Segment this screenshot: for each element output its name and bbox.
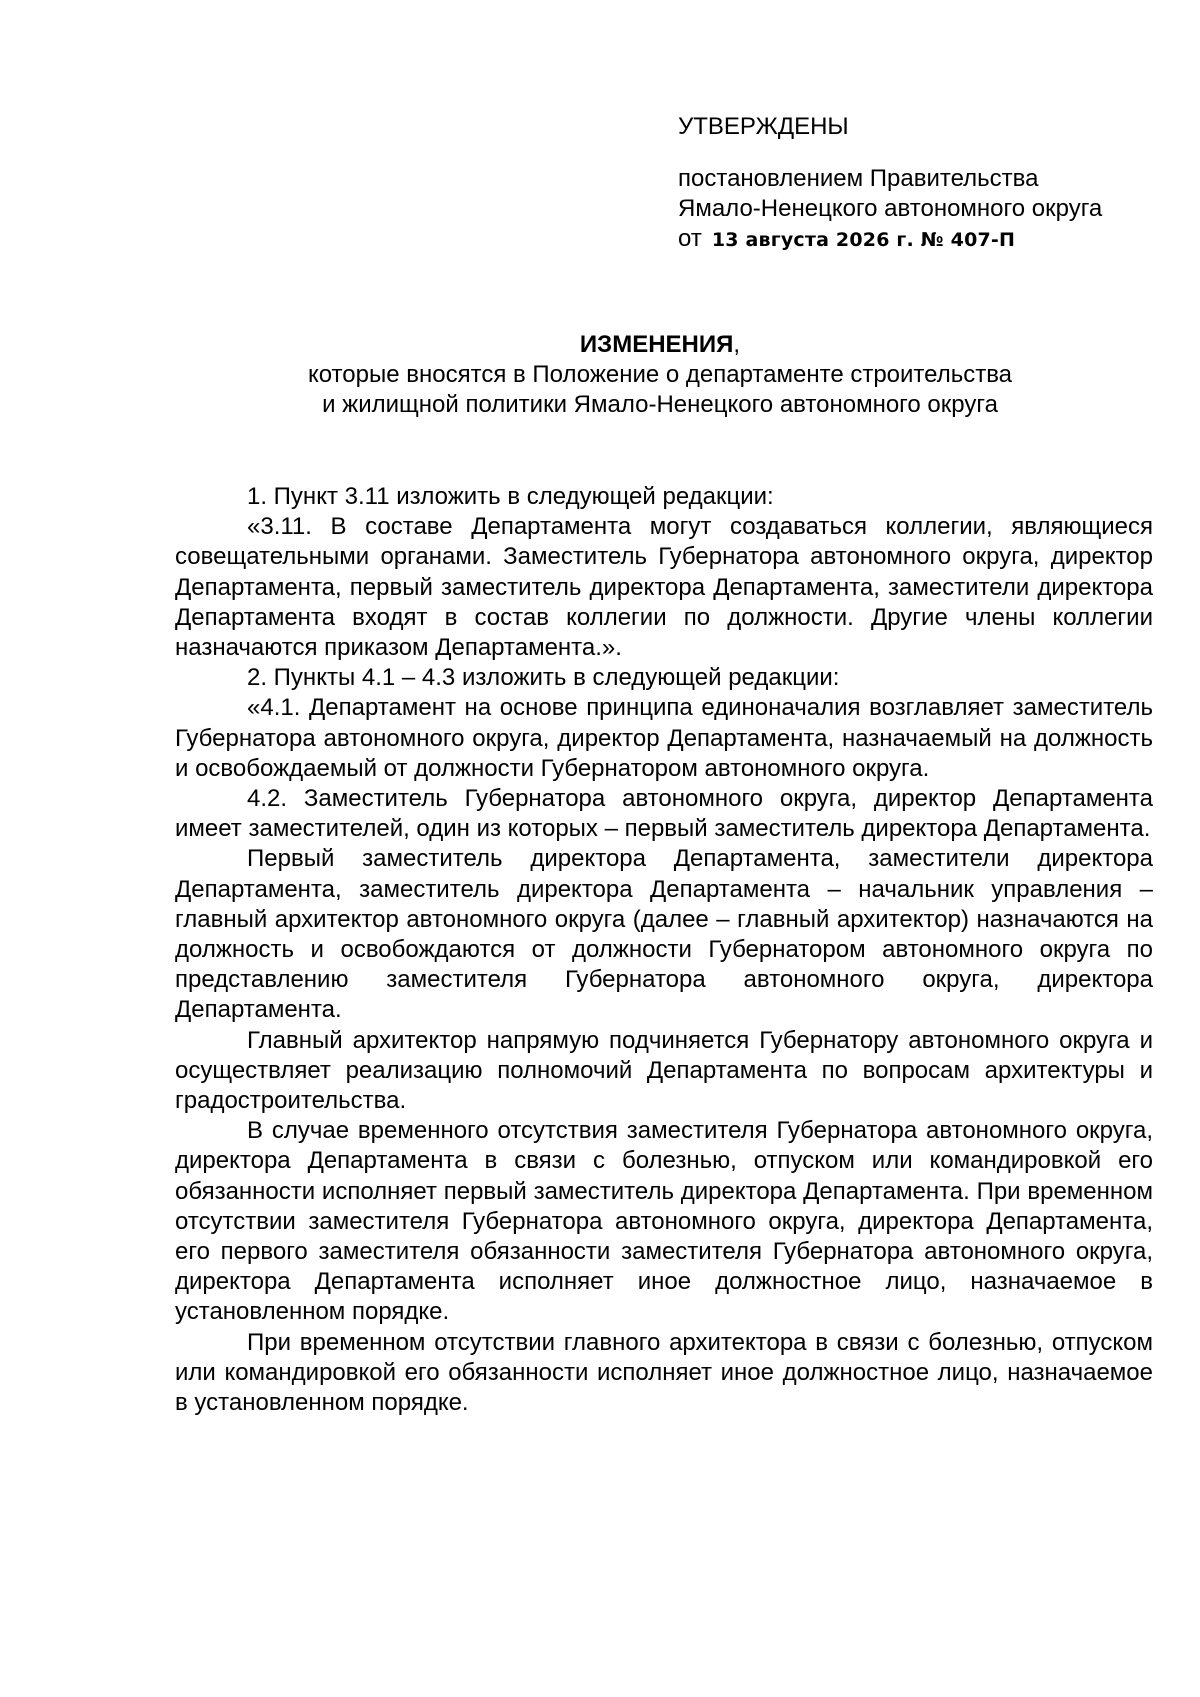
title-main: ИЗМЕНЕНИЯ <box>579 331 734 358</box>
approval-line-1: постановлением Правительства <box>678 165 1039 192</box>
date-prefix: от <box>678 225 702 252</box>
paragraph: Первый заместитель директора Департамента, заместители директора Департамента, заместитель директора Департамента – начальник управления – главный архитектор автономного округа (далее – главный архитектор) назначаются на должность и освобождаются от должности Губернатором автономного округа по представлению заместителя Губернатора автономного округа, директора Департамента. <box>175 845 1153 1024</box>
approved-heading: УТВЕРЖДЕНЫ <box>678 113 849 140</box>
document-title <box>175 330 1145 360</box>
paragraph: «4.1. Департамент на основе принципа единоначалия возглавляет заместитель Губернатора автономного округа, директор Департамента, назначаемый на должность и освобождаемый от должности Губернатором автономного округа. <box>175 694 1153 782</box>
paragraph: 2. Пункты 4.1 – 4.3 изложить в следующей редакции: <box>247 664 840 692</box>
approval-stamp <box>678 112 1158 255</box>
document-body <box>175 482 1153 1418</box>
title-comma: , <box>733 331 741 358</box>
document-title-block <box>175 330 1145 420</box>
paragraph: 4.2. Заместитель Губернатора автономного округа, директор Департамента имеет заместителей, один из которых – первый заместитель директора Департамента. <box>175 785 1153 843</box>
approval-line-2: Ямало-Ненецкого автономного округа <box>678 195 1103 222</box>
paragraph: При временном отсутствии главного архитектора в связи с болезнью, отпуском или командировкой его обязанности исполняет иное должностное лицо, назначаемое в установленном порядке. <box>175 1328 1153 1417</box>
paragraph: «3.11. В составе Департамента могут создаваться коллегии, являющиеся совещательными органами. Заместитель Губернатора автономного округа, директор Департамента, первый заместитель директора Департамента, заместители директора Департамента входят в состав коллегии по должности. Другие члены коллегии назначаются приказом Департамента.». <box>175 513 1153 662</box>
paragraph: В случае временного отсутствия заместителя Губернатора автономного округа, директора Департамента в связи с болезнью, отпуском или командировкой его обязанности исполняет первый заместитель директора Департамента. При временном отсутствии заместителя Губернатора автономного округа, директора Департамента, его первого заместителя обязанности заместителя Губернатора автономного округа, директора Департамента исполняет иное должностное лицо, назначаемое в установленном порядке. <box>175 1117 1153 1326</box>
date-value: 13 августа 2026 г. № 407-П <box>711 229 1016 251</box>
paragraph: Главный архитектор напрямую подчиняется Губернатору автономного округа и осуществляет реализацию полномочий Департамента по вопросам архитектуры и градостроительства. <box>175 1026 1153 1115</box>
subtitle-line-2: и жилищной политики Ямало-Ненецкого автономного округа <box>322 391 998 418</box>
approval-date-line <box>678 224 1158 255</box>
paragraph: 1. Пункт 3.11 изложить в следующей редакции: <box>247 483 774 510</box>
subtitle-line-1: которые вносятся в Положение о департаменте строительства <box>307 361 1013 388</box>
